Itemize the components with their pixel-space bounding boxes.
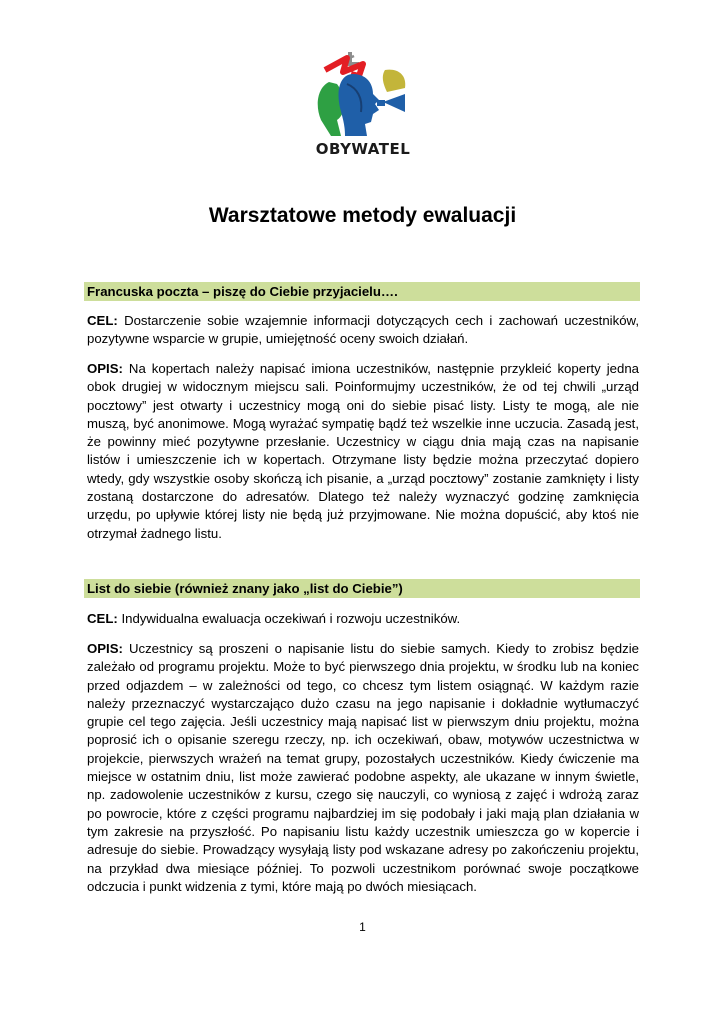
section-heading-francuska-poczta: Francuska poczta – piszę do Ciebie przyjacielu….	[84, 282, 640, 301]
opis-text: Uczestnicy są proszeni o napisanie listu do siebie samych. Kiedy to zrobisz będzie zależało od programu projektu. Może to być pierwszego dnia projektu, w środku lub na koniec przed odjazdem – w zależności od tego, co chcesz tym listem osiągnąć. W każdym razie należy przeznaczyć wystarczająco dużo czasu na jego napisanie i dokładnie wytłumaczyć grupie cel tego zajęcia. Jeśli uczestnicy mają napisać list w pierwszym dniu projektu, można poprosić ich o opisanie szeregu rzeczy, np. ich oczekiwań, obaw, motywów uczestnictwa w projekcie, pierwszych wrażeń na temat grupy, pozostałych uczestników. Kiedy ćwiczenie ma miejsce w ostatnim dniu, list może zawierać podobne aspekty, ale ukazane w innym świetle, np. zadowolenie uczestników z kursu, czego się nauczyli, co wyniosą z zajęć i wdrożą zaraz po powrocie, które z części programu najbardziej im się podobały i jaki mają plan działania w tym zakresie na przyszłość. Po napisaniu listu każdy uczestnik umieszcza go w kopercie i adresuje do siebie. Prowadzący wysyłają listy pod wskazane adresy po zakończeniu projektu, na przykład dwa miesiące później. To pozwoli uczestnikom porównać swoje początkowe odczucia i punkt widzenia z tymi, które mają po dwóch miesiącach.	[87, 641, 639, 894]
obywatel-logo	[307, 44, 419, 166]
cel-label: CEL:	[87, 611, 118, 626]
section-2-opis	[87, 640, 639, 896]
section-1-opis	[87, 360, 639, 543]
cel-text: Indywidualna ewaluacja oczekiwań i rozwoju uczestników.	[121, 611, 461, 626]
logo-text: OBYWATEL	[315, 140, 411, 158]
logo-graphic-icon	[307, 44, 419, 140]
opis-label: OPIS:	[87, 641, 123, 656]
cel-label: CEL:	[87, 313, 118, 328]
section-1-cel	[87, 312, 639, 349]
opis-label: OPIS:	[87, 361, 123, 376]
page-title: Warsztatowe metody ewaluacji	[208, 204, 517, 227]
cel-text: Dostarczenie sobie wzajemnie informacji dotyczących cech i zachowań uczestników, pozytywne wsparcie w grupie, umiejętność oceny swoich działań.	[87, 313, 639, 347]
opis-text: Na kopertach należy napisać imiona uczestników, następnie przykleić koperty jedna obok drugiej w widocznym miejscu sali. Poinformujmy uczestników, że od tej chwili „urząd pocztowy” jest otwarty i uczestnicy mogą oni do siebie pisać listy. Listy te mogą, ale nie muszą, być anonimowe. Mogą wyrażać sympatię bądź też wszelkie inne uczucia. Zasadą jest, że powinny mieć pozytywne przesłanie. Uczestnicy w ciągu dnia mają czas na napisanie listów i umieszczenie ich w kopertach. Otrzymane listy będzie można przeczytać dopiero wtedy, gdy wszystkie osoby skończą ich pisanie, a „urząd pocztowy” zostanie zamknięty i listy zostaną dostarczone do adresatów. Dlatego też należy wyznaczyć godzinę zamknięcia urzędu, po upływie której listy nie będą już przyjmowane. Nie można dopuścić, aby ktoś nie otrzymał żadnego listu.	[87, 361, 639, 541]
section-heading-list-do-siebie: List do siebie (również znany jako „list do Ciebie”)	[84, 579, 640, 598]
page-number: 1	[359, 920, 366, 934]
section-2-cel	[87, 610, 639, 628]
